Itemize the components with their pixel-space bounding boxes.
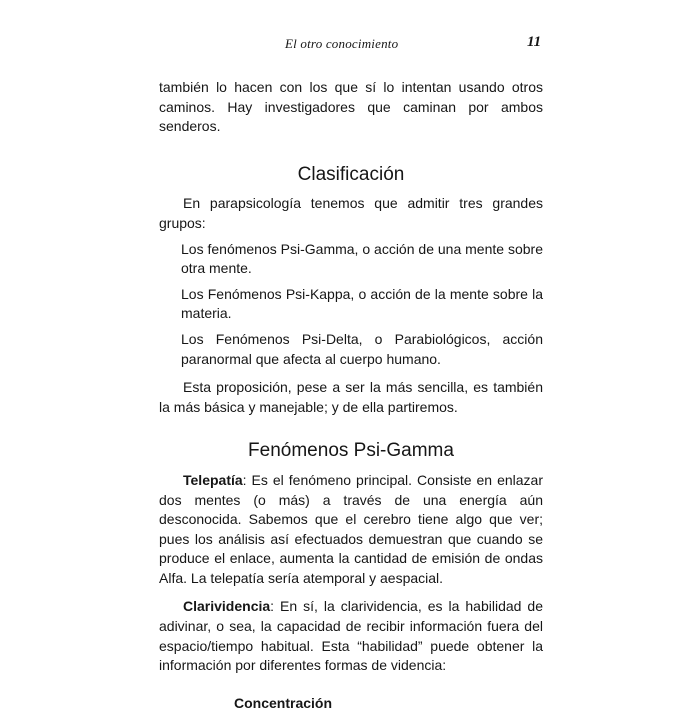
group-item-gamma: Los fenómenos Psi-Gamma, o acción de una mente sobre otra mente. xyxy=(181,240,543,277)
group-item-kappa: Los Fenómenos Psi-Kappa, o acción de la mente sobre la materia. xyxy=(181,285,543,322)
clarividencia-term: Clarividencia xyxy=(183,598,271,615)
section-heading-psi-gamma: Fenómenos Psi-Gamma xyxy=(248,440,454,462)
telepatia-paragraph xyxy=(159,471,543,589)
section-heading-clasificacion: Clasificación xyxy=(297,163,405,185)
page-number: 11 xyxy=(527,34,542,50)
intro-paragraph: también lo hacen con los que sí lo intentan usando otros caminos. Hay investigadores que caminan por ambos senderos. xyxy=(159,79,543,135)
classification-lead: En parapsicología tenemos que admitir tres grandes grupos: xyxy=(159,195,543,231)
classification-closing: Esta proposición, pese a ser la más sencilla, es también la más básica y manejable; y de ella partiremos. xyxy=(159,379,543,415)
page-body xyxy=(159,78,543,713)
clarividencia-paragraph xyxy=(159,597,543,675)
subheading-concentracion: Concentración xyxy=(234,694,333,711)
clarividencia-text: : En sí, la clarividencia, es la habilidad de adivinar, o sea, la capacidad de recibir información fuera del espacio/tiempo habitual. Esta “habilidad” puede obtener la información por diferentes formas de videncia: xyxy=(159,598,543,674)
running-title: El otro conocimiento xyxy=(285,36,399,51)
telepatia-text: : Es el fenómeno principal. Consiste en enlazar dos mentes (o más) a través de una energía aún desconocida. Sabemos que el cerebro tiene algo que ver; pues los análisis así efectuados demuestran que cuando se produce el enlace, aumenta la cantidad de emisión de ondas Alfa. La telepatía sería atemporal y aespacial. xyxy=(159,471,543,586)
telepatia-term: Telepatía xyxy=(183,471,243,488)
group-item-delta: Los Fenómenos Psi-Delta, o Parabiológicos, acción paranormal que afecta al cuerpo humano. xyxy=(181,330,543,367)
